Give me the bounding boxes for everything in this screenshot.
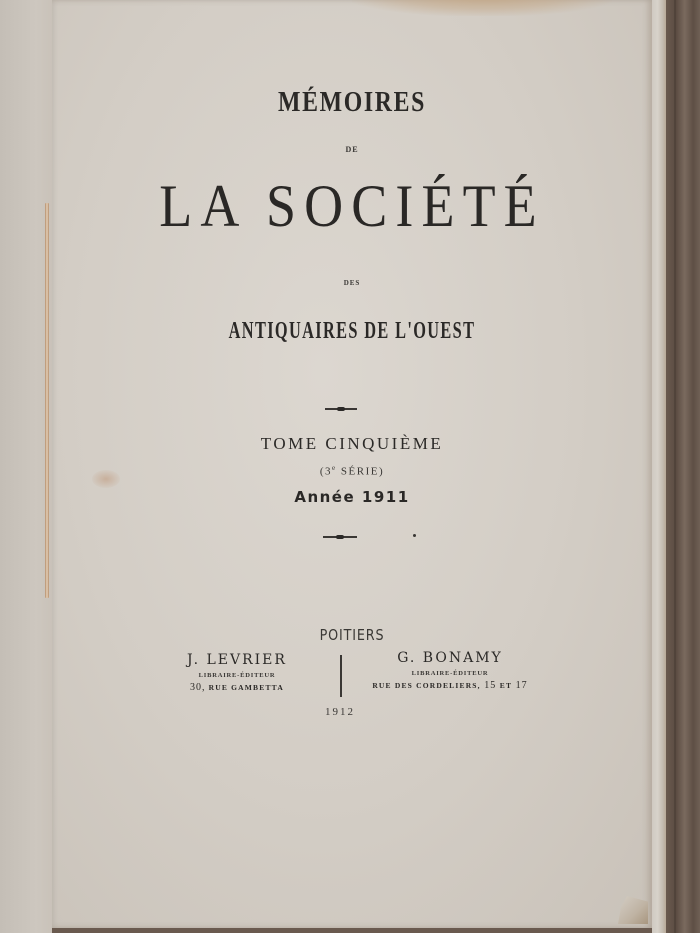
publisher-levrier (162, 652, 312, 693)
water-stain (352, 0, 612, 16)
binding-strip (45, 203, 49, 598)
address-street: RUE GAMBETTA (205, 683, 284, 692)
publisher-bonamy (350, 650, 550, 691)
address-number: 15 (480, 680, 500, 691)
title-page (52, 0, 652, 928)
title-la-societe: LA SOCIÉTÉ (159, 173, 545, 239)
ornament-rule-icon (323, 536, 357, 538)
ink-dot (413, 534, 416, 537)
series-superscript: e (332, 464, 337, 472)
wooden-table (666, 0, 700, 933)
publisher-name: G. BONAMY (397, 650, 503, 666)
year-label: Année 1911 (294, 488, 410, 506)
connector-des: DES (343, 279, 361, 287)
torn-corner (618, 896, 648, 924)
publisher-role: LIBRAIRE-ÉDITEUR (198, 672, 276, 679)
table-edge-bottom (52, 928, 652, 933)
address-street: RUE DES CORDELIERS, (372, 681, 481, 690)
volume-label: TOME CINQUIÈME (260, 434, 444, 453)
wood-seam (674, 0, 676, 933)
connector-de: DE (345, 145, 359, 154)
address-number: 30, (190, 682, 206, 693)
ornament-rule-icon (325, 408, 357, 410)
series-suffix: SÉRIE) (336, 465, 385, 478)
publisher-name: J. LEVRIER (187, 652, 287, 668)
title-antiquaires: ANTIQUAIRES DE L'OUEST (228, 318, 476, 344)
series-prefix: (3 (319, 465, 333, 478)
address-et: ET (499, 681, 513, 690)
page-stack-edge (652, 0, 666, 933)
address-number-2: 17 (512, 680, 528, 691)
title-memoires: MÉMOIRES (278, 86, 426, 118)
publisher-divider (340, 655, 342, 697)
publisher-role: LIBRAIRE-ÉDITEUR (411, 670, 489, 677)
publisher-address (162, 682, 312, 693)
publisher-address (350, 680, 550, 691)
publication-year: 1912 (325, 706, 355, 718)
city-label: POITIERS (319, 626, 385, 644)
series-label (52, 464, 652, 478)
